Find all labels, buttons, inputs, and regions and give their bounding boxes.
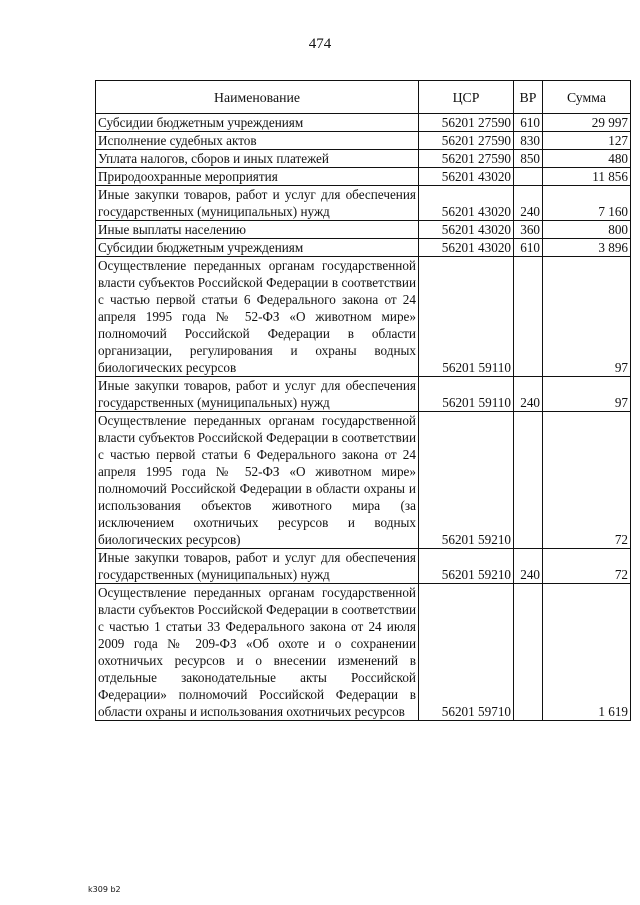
row-name: Исполнение судебных актов bbox=[96, 132, 419, 150]
header-sum: Сумма bbox=[543, 81, 631, 114]
row-sum: 7 160 bbox=[543, 186, 631, 221]
row-csr: 56201 43020 bbox=[419, 221, 514, 239]
row-vr: 830 bbox=[514, 132, 543, 150]
row-csr: 56201 59210 bbox=[419, 549, 514, 584]
row-sum: 29 997 bbox=[543, 114, 631, 132]
row-csr: 56201 59110 bbox=[419, 377, 514, 412]
row-sum: 11 856 bbox=[543, 168, 631, 186]
row-vr: 240 bbox=[514, 377, 543, 412]
header-name: Наименование bbox=[96, 81, 419, 114]
table-row bbox=[96, 239, 631, 257]
row-sum: 1 619 bbox=[543, 584, 631, 721]
row-sum: 3 896 bbox=[543, 239, 631, 257]
row-name: Природоохранные мероприятия bbox=[96, 168, 419, 186]
row-sum: 800 bbox=[543, 221, 631, 239]
row-vr: 850 bbox=[514, 150, 543, 168]
row-csr: 56201 59110 bbox=[419, 257, 514, 377]
row-csr: 56201 27590 bbox=[419, 114, 514, 132]
row-name: Осуществление переданных органам государственной власти субъектов Российской Федерации в соответствии с частью первой статьи 6 Федерального закона от 24 апреля 1995 года № 52-ФЗ «О животном мире» полномочий Российской Федерации в области охраны и использования объектов животного мира (за исключением охотничьих ресурсов и водных биологических ресурсов) bbox=[96, 412, 419, 549]
row-name: Иные закупки товаров, работ и услуг для обеспечения государственных (муниципальных) нужд bbox=[96, 377, 419, 412]
row-sum: 72 bbox=[543, 549, 631, 584]
row-name: Субсидии бюджетным учреждениям bbox=[96, 114, 419, 132]
table-row bbox=[96, 221, 631, 239]
table-row bbox=[96, 168, 631, 186]
table-row bbox=[96, 377, 631, 412]
row-name: Осуществление переданных органам государственной власти субъектов Российской Федерации в соответствии с частью первой статьи 6 Федерального закона от 24 апреля 1995 года № 52-ФЗ «О животном мире» полномочий Российской Федерации в области организации, регулирования и охраны водных биологических ресурсов bbox=[96, 257, 419, 377]
table-row bbox=[96, 549, 631, 584]
row-vr bbox=[514, 257, 543, 377]
table-row bbox=[96, 150, 631, 168]
row-csr: 56201 27590 bbox=[419, 150, 514, 168]
row-vr bbox=[514, 412, 543, 549]
row-vr: 610 bbox=[514, 114, 543, 132]
row-sum: 480 bbox=[543, 150, 631, 168]
row-sum: 72 bbox=[543, 412, 631, 549]
row-csr: 56201 59710 bbox=[419, 584, 514, 721]
table-row bbox=[96, 132, 631, 150]
row-csr: 56201 43020 bbox=[419, 186, 514, 221]
row-vr: 360 bbox=[514, 221, 543, 239]
header-vr: ВР bbox=[514, 81, 543, 114]
table-row bbox=[96, 114, 631, 132]
table-row bbox=[96, 584, 631, 721]
row-name: Иные выплаты населению bbox=[96, 221, 419, 239]
row-csr: 56201 59210 bbox=[419, 412, 514, 549]
row-sum: 97 bbox=[543, 377, 631, 412]
row-name: Иные закупки товаров, работ и услуг для обеспечения государственных (муниципальных) нужд bbox=[96, 549, 419, 584]
row-name: Осуществление переданных органам государственной власти субъектов Российской Федерации в соответствии с частью 1 статьи 33 Федерального закона от 24 июля 2009 года № 209-ФЗ «Об охоте и о сохранении охотничьих ресурсов и о внесении изменений в отдельные законодательные акты Российской Федерации» полномочий Российской Федерации в области охраны и использования охотничьих ресурсов bbox=[96, 584, 419, 721]
header-csr: ЦСР bbox=[419, 81, 514, 114]
table-row bbox=[96, 186, 631, 221]
table-row bbox=[96, 257, 631, 377]
table-header-row bbox=[96, 81, 631, 114]
row-csr: 56201 27590 bbox=[419, 132, 514, 150]
row-vr: 240 bbox=[514, 549, 543, 584]
row-vr: 610 bbox=[514, 239, 543, 257]
budget-table bbox=[95, 80, 631, 721]
row-csr: 56201 43020 bbox=[419, 239, 514, 257]
row-name: Иные закупки товаров, работ и услуг для обеспечения государственных (муниципальных) нужд bbox=[96, 186, 419, 221]
footer-code: k309 b2 bbox=[88, 885, 121, 894]
row-sum: 97 bbox=[543, 257, 631, 377]
row-vr: 240 bbox=[514, 186, 543, 221]
row-name: Уплата налогов, сборов и иных платежей bbox=[96, 150, 419, 168]
row-sum: 127 bbox=[543, 132, 631, 150]
row-vr bbox=[514, 584, 543, 721]
table-row bbox=[96, 412, 631, 549]
row-name: Субсидии бюджетным учреждениям bbox=[96, 239, 419, 257]
page-number: 474 bbox=[308, 36, 332, 52]
row-csr: 56201 43020 bbox=[419, 168, 514, 186]
row-vr bbox=[514, 168, 543, 186]
